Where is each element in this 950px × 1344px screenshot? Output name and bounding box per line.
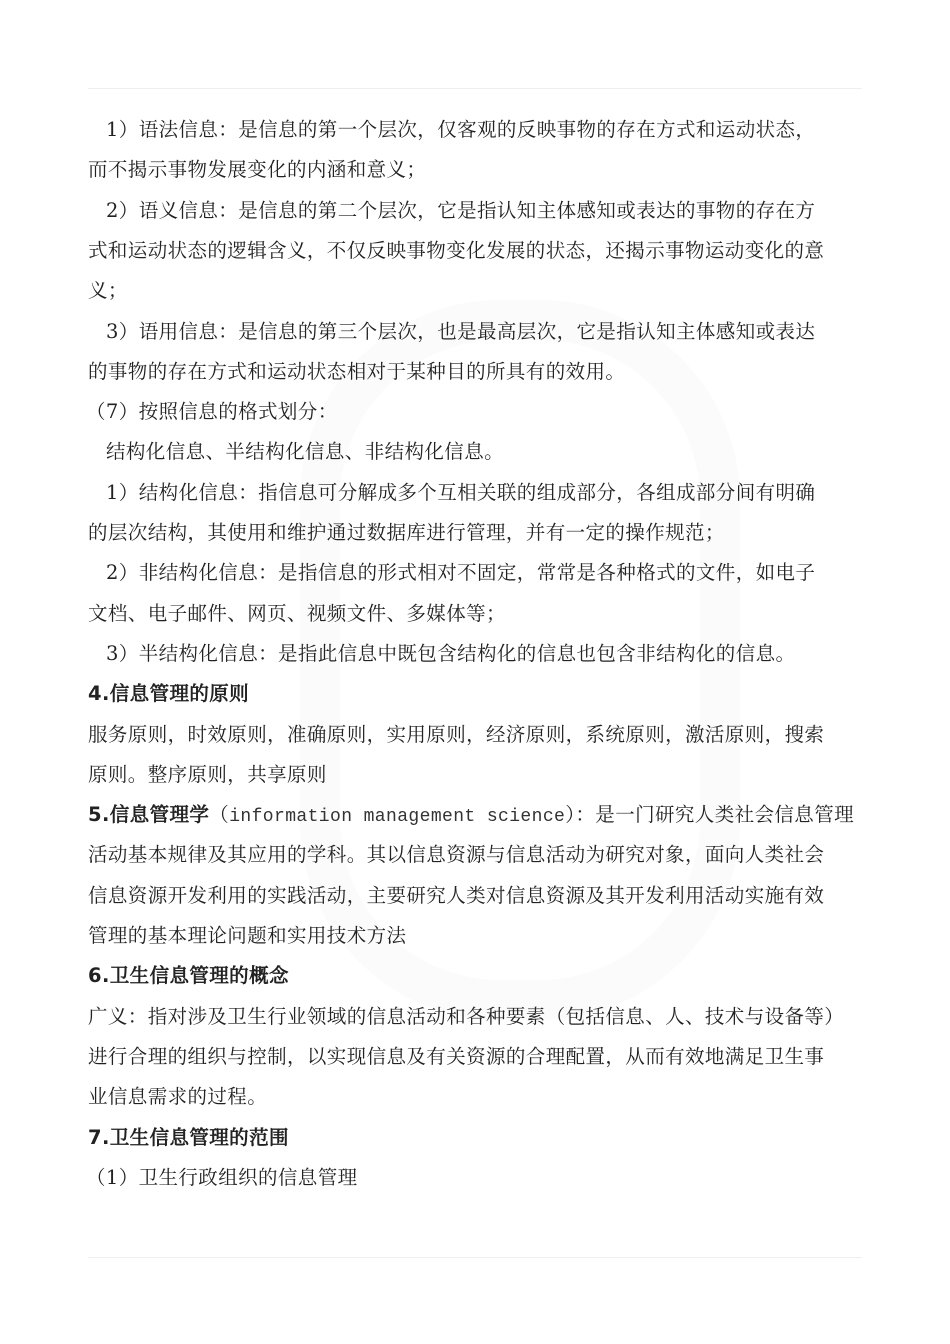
text-line — [88, 239, 824, 263]
text-line — [106, 481, 815, 505]
bold-term: 4.信息管理的原则 — [88, 682, 250, 706]
text-line — [88, 1085, 267, 1109]
text-segment: 义； — [88, 279, 128, 303]
text-line — [106, 561, 815, 585]
text-segment: 活动基本规律及其应用的学科。其以信息资源与信息活动为研究对象，面向人类社会 — [88, 843, 825, 867]
text-line — [86, 1166, 358, 1190]
text-line — [88, 843, 824, 867]
text-line — [88, 884, 824, 908]
text-line — [88, 602, 506, 626]
bold-term: 7.卫生信息管理的范围 — [88, 1125, 289, 1149]
text-line — [88, 723, 824, 747]
header-rule — [88, 88, 862, 89]
text-line — [88, 1045, 824, 1069]
text-line — [106, 199, 815, 223]
text-segment: 原则。整序原则，共享原则 — [88, 762, 327, 786]
text-segment: 2）非结构化信息：是指信息的形式相对不固定，常常是各种格式的文件，如电子 — [106, 561, 816, 585]
text-segment: 3）语用信息：是信息的第三个层次，也是最高层次，它是指认知主体感知或表达 — [106, 319, 816, 343]
text-segment: （7）按照信息的格式划分： — [86, 400, 338, 424]
text-segment: 进行合理的组织与控制，以实现信息及有关资源的合理配置，从而有效地满足卫生事 — [88, 1044, 825, 1068]
text-segment: （ — [209, 803, 230, 827]
text-segment: 1）结构化信息：指信息可分解成多个互相关联的组成部分，各组成部分间有明确 — [106, 480, 816, 504]
text-segment: （1）卫生行政组织的信息管理 — [86, 1165, 358, 1189]
text-segment: 广义：指对涉及卫生行业领域的信息活动和各种要素（包括信息、人、技术与设备等） — [88, 1004, 845, 1028]
section-heading — [88, 964, 289, 988]
text-segment: 文档、电子邮件、网页、视频文件、多媒体等； — [88, 601, 506, 625]
text-segment: 而不揭示事物发展变化的内涵和意义； — [88, 158, 427, 182]
text-segment: 管理的基本理论问题和实用技术方法 — [88, 924, 407, 947]
section-heading — [88, 1126, 289, 1150]
bold-term: 6.卫生信息管理的概念 — [88, 964, 289, 988]
text-segment: 1）语法信息：是信息的第一个层次，仅客观的反映事物的存在方式和运动状态， — [106, 118, 816, 141]
text-segment: 业信息需求的过程。 — [88, 1085, 268, 1109]
text-line — [88, 924, 406, 948]
text-segment: 信息资源开发利用的实践活动，主要研究人类对信息资源及其开发利用活动实施有效 — [88, 883, 825, 907]
text-segment: 的事物的存在方式和运动状态相对于某种目的所具有的效用。 — [88, 359, 626, 383]
footer-rule — [88, 1257, 862, 1258]
text-line — [86, 400, 338, 424]
text-segment: 2）语义信息：是信息的第二个层次，它是指认知主体感知或表达的事物的存在方 — [106, 198, 816, 222]
text-line — [88, 158, 426, 182]
text-line — [88, 279, 128, 303]
text-segment: 服务原则，时效原则，准确原则，实用原则，经济原则，系统原则，激活原则，搜索 — [88, 722, 825, 746]
text-line — [106, 440, 504, 464]
text-segment: 3）半结构化信息：是指此信息中既包含结构化的信息也包含非结构化的信息。 — [106, 641, 796, 665]
text-segment: 的层次结构，其使用和维护通过数据库进行管理，并有一定的操作规范； — [88, 521, 725, 544]
text-line — [106, 642, 795, 666]
text-segment: 式和运动状态的逻辑含义，不仅反映事物变化发展的状态，还揭示事物运动变化的意 — [88, 238, 825, 262]
english-term: information management science — [229, 807, 566, 828]
text-segment: ）：是一门研究人类社会信息管理 — [565, 803, 855, 827]
text-line — [106, 320, 815, 344]
section-heading — [88, 682, 249, 706]
text-line — [88, 360, 625, 384]
text-line — [88, 521, 725, 545]
text-line — [106, 118, 815, 142]
text-segment: 结构化信息、半结构化信息、非结构化信息。 — [106, 440, 505, 464]
text-line — [88, 763, 327, 787]
text-line — [88, 803, 854, 829]
text-line — [88, 1005, 844, 1029]
bold-term: 5.信息管理学 — [88, 803, 210, 827]
